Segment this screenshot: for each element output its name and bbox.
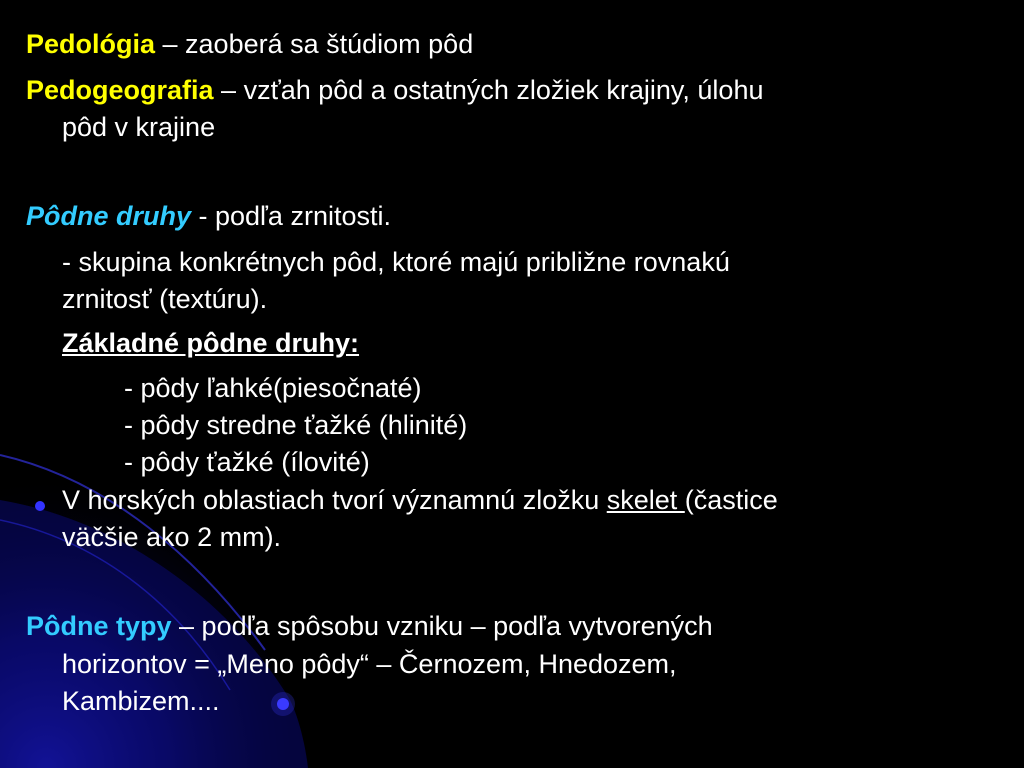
horske-line bbox=[62, 483, 778, 517]
druh-item-3 bbox=[124, 445, 370, 479]
druh-item-3-text: - pôdy ťažké (ílovité) bbox=[124, 447, 370, 477]
skupina-text: - skupina konkrétnych pôd, ktoré majú približne rovnakú bbox=[62, 247, 730, 277]
glow-dot-halo bbox=[271, 692, 295, 716]
typy-term: Pôdne typy bbox=[26, 611, 172, 641]
typy-line bbox=[26, 609, 713, 643]
horske-text-post: (častice bbox=[684, 485, 778, 515]
typy-definition: – podľa spôsobu vzniku – podľa vytvorených bbox=[171, 611, 713, 641]
horske-line-2 bbox=[62, 520, 281, 554]
druhy-line bbox=[26, 199, 391, 233]
typy-definition-cont: horizontov = „Meno pôdy“ – Černozem, Hnedozem, bbox=[62, 649, 677, 679]
druhy-term: Pôdne druhy bbox=[26, 201, 192, 231]
zakladne-heading bbox=[62, 326, 359, 360]
pedologia-line bbox=[26, 27, 473, 61]
skelet-link: skelet bbox=[606, 485, 685, 515]
typy-line-2 bbox=[62, 647, 677, 681]
pedogeografia-line bbox=[26, 73, 763, 107]
skupina-line-2 bbox=[62, 282, 267, 316]
pedologia-term: Pedológia bbox=[26, 29, 156, 59]
bullet-dot bbox=[35, 501, 45, 511]
skupina-text-cont: zrnitosť (textúru). bbox=[62, 284, 268, 314]
pedologia-definition: – zaoberá sa štúdiom pôd bbox=[155, 29, 474, 59]
typy-definition-cont-2: Kambizem.... bbox=[62, 686, 220, 716]
skupina-line bbox=[62, 245, 730, 279]
typy-line-3 bbox=[62, 684, 220, 718]
pedogeografia-definition: – vzťah pôd a ostatných zložiek krajiny, úlohu bbox=[213, 75, 764, 105]
druh-item-1 bbox=[124, 371, 422, 405]
druhy-definition: - podľa zrnitosti. bbox=[191, 201, 391, 231]
druh-item-2-text: - pôdy stredne ťažké (hlinité) bbox=[124, 410, 468, 440]
pedogeografia-definition-cont: pôd v krajine bbox=[62, 112, 216, 142]
druh-item-2 bbox=[124, 408, 467, 442]
zakladne-heading-text: Základné pôdne druhy: bbox=[62, 328, 360, 358]
pedogeografia-line-2 bbox=[62, 110, 215, 144]
druh-item-1-text: - pôdy ľahké(piesočnaté) bbox=[124, 373, 422, 403]
horske-text: V horských oblastiach tvorí významnú zložku bbox=[62, 485, 607, 515]
pedogeografia-term: Pedogeografia bbox=[26, 75, 214, 105]
horske-text-cont: väčšie ako 2 mm). bbox=[62, 522, 282, 552]
